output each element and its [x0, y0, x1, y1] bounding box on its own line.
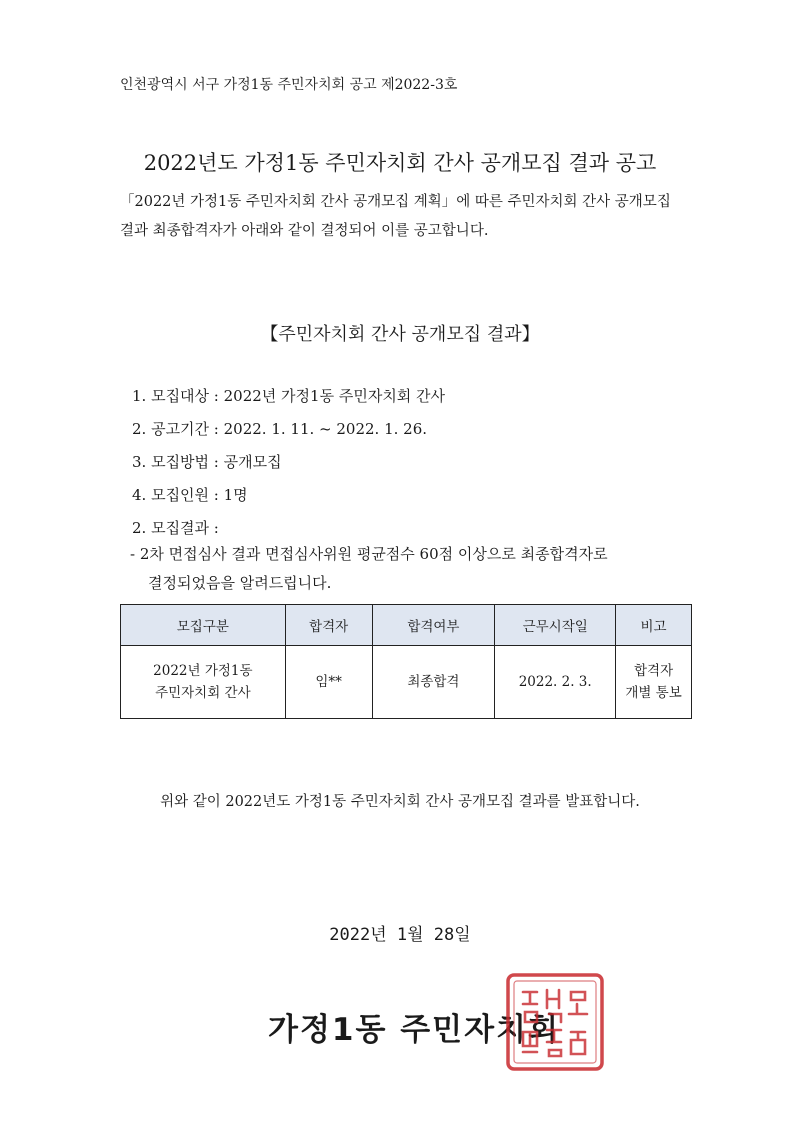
intro-paragraph	[120, 188, 710, 246]
announcement-reference: 인천광역시 서구 가정1동 주민자치회 공고 제2022-3호	[120, 77, 458, 93]
cell-category-line-2: 주민자치회 간사	[155, 685, 251, 701]
header-applicant: 합격자	[285, 605, 372, 646]
section-title: 【주민자치회 간사 공개모집 결과】	[260, 324, 540, 345]
document-title: 2022년도 가정1동 주민자치회 간사 공개모집 결과 공고	[143, 151, 657, 175]
header-remark: 비고	[616, 605, 692, 646]
recruitment-details-list	[132, 380, 445, 545]
table-header-row	[121, 605, 692, 646]
cell-status: 최종합격	[372, 646, 495, 719]
cell-applicant: 임**	[285, 646, 372, 719]
cell-remark-line-1: 합격자	[633, 663, 674, 679]
official-seal-icon	[505, 972, 605, 1072]
detail-item-result: 2. 모집결과 :	[132, 519, 219, 537]
result-table	[120, 604, 692, 719]
detail-item-target: 1. 모집대상 : 2022년 가정1동 주민자치회 간사	[132, 387, 446, 405]
cell-remark-line-2: 개별 통보	[625, 685, 682, 701]
table-row	[121, 646, 692, 719]
cell-category-line-1: 2022년 가정1동	[153, 663, 253, 679]
detail-item-period: 2. 공고기간 : 2022. 1. 11. ~ 2022. 1. 26.	[132, 420, 428, 438]
header-start-date: 근무시작일	[495, 605, 616, 646]
detail-item-method: 3. 모집방법 : 공개모집	[132, 453, 282, 471]
detail-item-headcount: 4. 모집인원 : 1명	[132, 486, 248, 504]
intro-line-1: 「2022년 가정1동 주민자치회 간사 공개모집 계획」에 따른 주민자치회 간사 공개모집	[120, 194, 671, 210]
header-status: 합격여부	[372, 605, 495, 646]
note-line-2: 결정되었음을 알려드립니다.	[148, 574, 332, 592]
closing-statement: 위와 같이 2022년도 가정1동 주민자치회 간사 공개모집 결과를 발표합니다.	[160, 794, 640, 810]
cell-start-date: 2022. 2. 3.	[495, 646, 616, 719]
header-category: 모집구분	[121, 605, 286, 646]
cell-category	[121, 646, 286, 719]
cell-remark	[616, 646, 692, 719]
result-note	[130, 540, 608, 598]
issuer-name: 가정1동 주민자치회	[268, 1012, 560, 1048]
intro-line-2: 결과 최종합격자가 아래와 같이 결정되어 이를 공고합니다.	[120, 223, 489, 239]
note-line-1: - 2차 면접심사 결과 면접심사위원 평균점수 60점 이상으로 최종합격자로	[130, 545, 608, 563]
announcement-date: 2022년 1월 28일	[329, 925, 471, 945]
